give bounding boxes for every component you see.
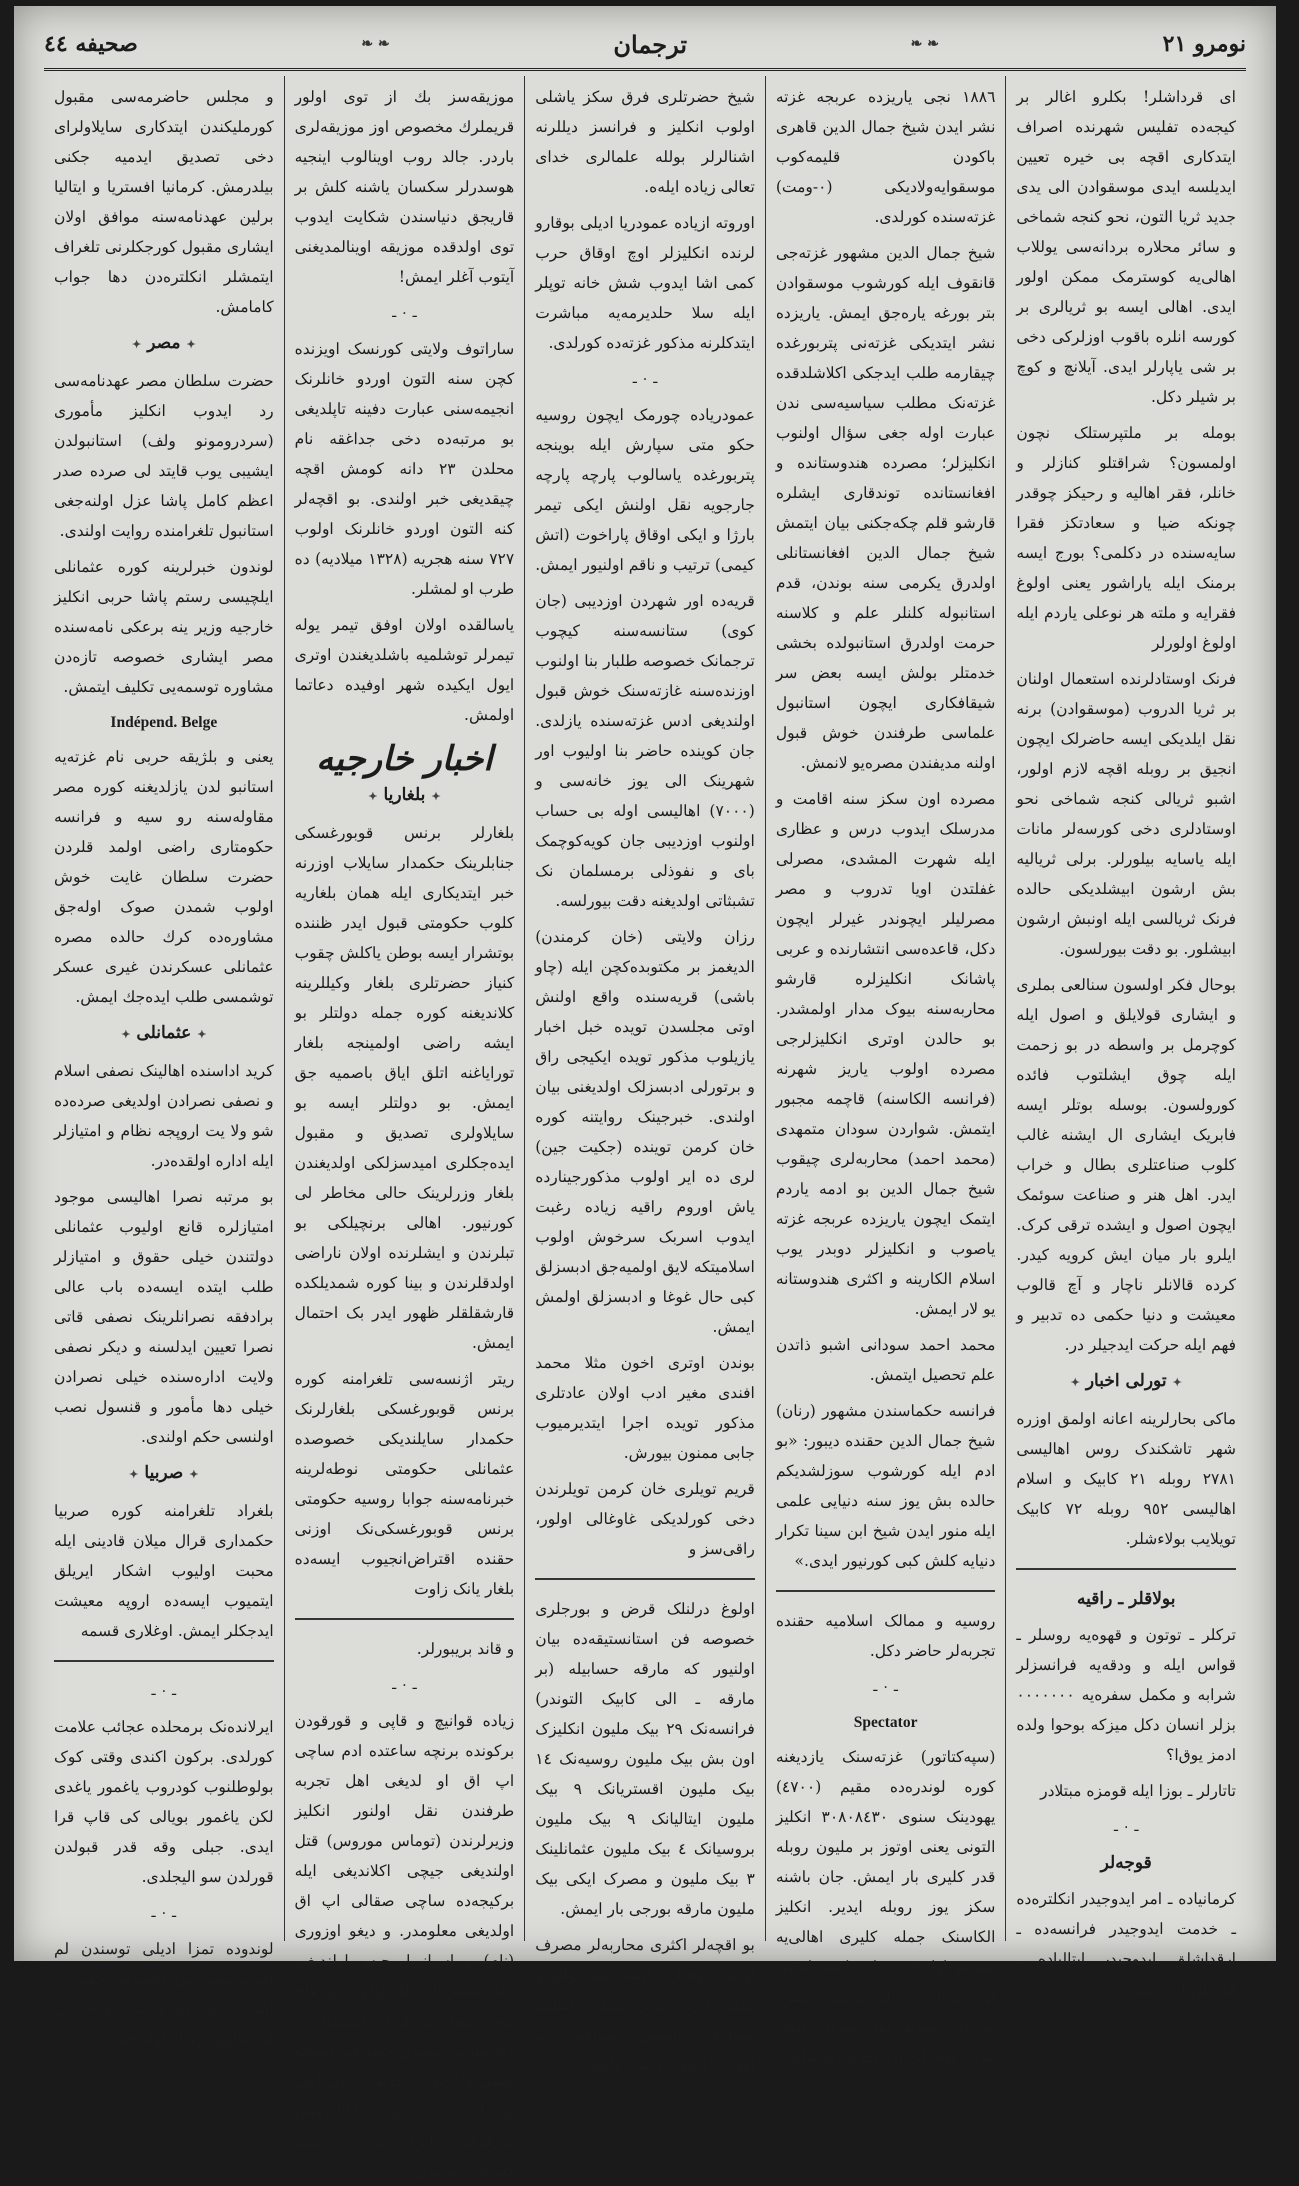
column-2 [765,76,1006,2066]
article-paragraph: قریه‌ده اور شهردن اوزدیبی (جان کوی) ستانسه‌سنه کیچوب ترجمانک خصوصه طلبار بنا اولنوب اوزنده‌سنه غازته‌سنک خوش قبول اولندیغی ادس غزته‌سنده یازلدی. جان کوینده حاضر بنا اولیوب اور شهرینک الی یوز خانه‌سی و (٧٠٠٠) اهالیسی اوله‌ بی حساب اولنوب اوزدیبی جان کویه‌کوچمک بای و نفوذلی برمسلمان نک تشبثاتی اولدیغنه دقت بیورلسه. [535,592,755,910]
article-paragraph: ترکلر ـ توتون و قهوه‌یه روسلر ـ قواس ایله و ودقه‌یه فرانسزلر شرابه و مکمل سفره‌یه ٠٠٠٠٠٠٠ بزلر انسان دکل میزکه بوحوا ولده ادمز یوق‌ا؟ [1016,1626,1236,1764]
ornament-icon: ✦ [129,1468,139,1481]
latin-source-name: Spectator [853,1714,918,1731]
divider-ornament-icon: ـ ٠ ـ [392,1677,417,1693]
section-heading [54,1018,274,1050]
article-paragraph: زیاده قوانیچ و قاپی و قورقودن برکونده برنچه ساعتده ادم ساچی اپ اق او لدیغی اهل تجربه طرفندن نقل اولنور انکلیز وزیرلرندن (توماس موروس) قتل اولندیغی جیچی اکلاندیغی ایله برکیجه‌ده ساچی صقالی اپ اق اولدیغی معلومدر. و دیغو اوزوری (نام) بر اسپانیول حبس اولندیغی ایله هاشی اپ اق اولوب بر قاچ کون صوک بر کوتاخ (مونقا) نی اکلاشلوب حبسدن چیقدیغی آیتمکه هشی قارخیوانی جوبولاد کون ایلی بر اپ اق اولوب اباباددقمن کورلدکه جابری برونی رنکنه کلدیکی کورلدی. [294,1712,515,2180]
foreign-news-title: اخبار خارجیه [316,739,493,779]
article-paragraph: و قاند بریبورلر. [416,1640,515,1658]
article-paragraph: موزیقه‌سز بك از توی اولور قریملرك مخصوص اوز موزیقه‌لری باردر. جالد روب اوینالوب اینجیه هوسدرلر سکسان یاشنه کلش بر قاریجق دنیاسندن شکایت ایدوب توی اولدقده موزیقه اوینالمدیغنی آیتوب آغلر ایمش! [294,88,515,286]
article-paragraph: بوحال فکر اولسون سنالعی بملری و ایشاری قولایلق و اصول ایله کوچرمل بر واسطه در بو زحمت ایله چوق ایشلتوب فائده کورولسون. بوسله بوتلر ایسه فابریک ایشاری ال ایشنه غالب کلوب صناعتلری بطال و خراب ایدر. اهل هنر و صناعت سوئمک ایچون اصول و ایشده ترقی کرک. ایلرو بار میان ایش کرویه کیدر. کرده قالانلر ناچار و آچ قالوب معیشت و دنیا حکمی ده تدبیر و فهم ایله حرکت ایدجیلر در. [1016,976,1236,1354]
latin-source-name: Indépend. Belge [110,714,218,731]
article-paragraph: مصرده اون سکز سنه اقامت و مدرسلک ایدوب درس و عظاری ایله شهرت المشدی، مصرلی غفلتدن اویا تدروب و مصر مصرلیلر ایچوندر غیرلر ایچون دکل، قاعده‌سی انتشارنده و عربی پاشانک انکلیزلره قارشو محاربه‌سنه بیوک مدار اولمشدر. بو حالدن اوتری انکلیزلرجی مصرده اولوب یاریز شهرنه (فرانسه الکاسنه) قاچمه مجبور ایتمش. شواردن سودان متمهدی (محمد احمد) محاربه‌لری چیقوب شیخ جمال الدین بو ادمه یاردم ایتمک ایچون یاریزده عربجه غزته یاصوب و انکلیزلر دوبدر یوب اسلام الکارینه و اکثری هندوستانه یو لار ایمش. [775,790,996,1318]
article-paragraph: بو اقچه‌لر اکثری محاربه‌لر مصرف اولنوب وقداری ایسه تیمر یوللر و ملکه لازم سائر شیلر یاسائیه مصارف اولنمش. صرافلره بو اقچه‌لر ایچون دولتلر فائض [535,1936,755,2074]
article-paragraph: کرید ادا‌سنده اهالینک نصفی اسلام و نصفی نصرادن اولدیغی صرده‌ده شو ولا یت اروپجه نظام و امتیازلر ایله اداره اولقده‌در. [54,1062,274,1170]
ornament-icon: ✦ [186,338,196,351]
issue-number: نومرو ٢١ [1162,31,1246,57]
article-paragraph: تاتارلر ـ بوزا ایله قومزه مبتلادر [1040,1782,1236,1800]
section-heading: بولاقلر ـ راقیه [1076,1589,1176,1609]
ornament-icon: ✦ [431,790,441,803]
section-divider [776,1590,996,1592]
article-paragraph: رزان ولایتی (خان کرمندن) الدیغمز بر مکتوبده‌کچن ایله (چاو باشی) قریه‌سنده واقع اولنش اوتی مجلسدن تویده‌ خبل اخبار یازیلوب مذکور تویده ایکیجی راق و برتورلی ادبسزلک اولدیغنی بیان اولندی. خبرجینک روایتنه کوره خان کرمن توینده (جکیت جین) لری ده ایر اولوب مذکورجینارده یاش اوروم راقیه زیاده رغبت ایدوب اسربک سرخوش اولوب اسلامیتکه لایق اولمیه‌جق ادبسزلق کبی حال غوغا و ادبسزلق اولمش ایمش. [535,928,755,1336]
ornament-icon: ✦ [121,1028,131,1041]
article-paragraph: بو مرتبه نصرا اهالیسی موجود امتیازلره قانع اولیوب عثمانلی دولتندن خیلی حقوق و امتیازلر طلب ایتده ایسه‌ده باب عالی برادفقه نصرانلرینک نصفی قاتی نصرا تعیین ایدلسنه و دیکر نصفی ولایت اداره‌سنده خیلی نصرادن خیلی دها مأمور و قنسول نصب اولنسی حکم اولندی. [54,1188,274,1446]
newspaper-page [14,6,1276,2180]
divider-ornament-icon: ـ ٠ ـ [151,1905,177,1921]
article-paragraph: قریم تویلری خان کرمن تویلرندن دخی کورلدیکی غاوغالی اولور، راقی‌سز و [535,1480,755,1558]
article-paragraph: و مجلس حاضرمه‌سی مقبول کورملیکندن ایتدکاری سایلاولرای دخی تصدیق ایدمیه جکنی بیلدرمش. کرمانیا افستریا و ایتالیا برلین عهدنامه‌سنه موافق اولان ایشاری مقبول کورجکلرنی تلغراف ایتمشلر انکلتره‌دن دها جواب کامامش. [54,88,274,316]
section-heading-text: بلغاریا [383,785,426,805]
article-paragraph: بلغراد تلغرامنه کوره صربیا حکمداری قرال میلان قادینی ایله محبت اولیوب اشکار ایریلق ایتمیوب ایسه‌ده اروپه معیشت ایدجکلر ایمش. اوغلاری قسمه [54,1502,274,1640]
article-paragraph: شیخ جمال الدین مشهور غزته‌جی قانقوف ایله کورشوب موسقوادن بتر بورغه یاره‌جق ایمش. یاریزده نشر ایتدیکی غزته‌نی پتربورغده چیقارمه طلب ایدجکی اکلاشلدقده غزته‌نک مطلب سیاسیه‌سی ندن عبارت اوله جغی سؤال اولنوب انکلیزلر؛ مصرده هندوستانده و افغانستانده توندقاری ایشلره قارشو قلم چکه‌جکنی بیان ایتمش شیخ جمال الدین افغانستانلی اولدرق یکرمی سنه بوندن، قدم استانبوله کلنلر علم و کلاسنه حرمت اولدرق استانبولده بخشی خدمتلر بولش ایسه بعض سر شیقافکاری ایچون استانبول علماسی طرفندن خوش قبول اولنه مدیفندن مصره‌یو لانمش. [775,244,996,772]
article-paragraph: بلغارلر برنس قوبورغسکی جنابلرینک حکمدار سایلاب اوزرنه خبر ایتدیکاری ایله همان بلغاریه کلوب حکومتی قبول ایدر ظننده بوتشرار ایسه بوطن یاکلش چقوب کنیاز حضرتلری بلغار وکیللرینه کلاندیغنه کوره جمله دولتلر بو ایشه راضی اولمینجه بلغار تورایاغنه اتلق ایاق باصمیه جق ایمش. بو دولتلر ایسه بو سایلاولری تصدیق و مقبول ایده‌جکلری امیدسزلکی اولدیغندن بلغار وزرلرینک حالی مخاطر لی کورنیور. اهالی برنچیلکی بو تبلرندن و ایشلرنده اولان ناراضی اولدقلرندن و بینا کوره شمدیلکده قارشقلقلر ظهور ایدر بک احتمال ایمش. [294,824,515,1352]
section-heading: قوجه‌لر [1100,1853,1152,1873]
column-3 [524,76,765,2074]
article-paragraph: حضرت سلطان مصر عهدنامه‌سی رد ایدوب انکلیز مأموری (سردرومونو ولف) استانبولدن ایشیبی یوب قایتد لی صرده صدر اعظم کامل پاشا عزل اولنه‌جغی استانبول تلغرامنده روایت اولندی. [54,372,274,540]
divider-ornament-icon: ـ ٠ ـ [392,305,417,321]
section-divider [295,1618,515,1620]
article-paragraph: فرنک اوستادلرنده استعمال اولنان بر ثریا الدروب (موسقوادن) برنه نقل ایلدیکی ایسه حاضرلک ایچون انجیق بر روبله اقچه لازم اولور، اشبو ثریالی کنجه شماخی نحو اوستادلری دخی کورسه‌لر مانات ایله یاسایه بیلورلر. برلی ثریالیه بش ارشون ابیشلدیکی حالده فرنک ثریالسی ایله اونبش ارشون ابیشلور. بو دقت بیورلسون. [1016,670,1236,958]
page-number: صحيفه ٤٤ [44,31,138,57]
section-heading [1016,1366,1236,1398]
ornament-icon: ✦ [189,1468,199,1481]
ornament-icon: ✦ [131,338,142,351]
header-rule [44,68,1246,71]
section-divider [54,1660,274,1662]
divider-ornament-icon: ـ ٠ ـ [632,371,658,387]
section-heading-text: تورلی اخبار [1085,1371,1167,1391]
ornament-icon: ✦ [368,790,378,803]
divider-ornament-icon: ـ ٠ ـ [1113,1819,1139,1835]
column-5 [44,76,284,2048]
ornament-left-icon: ❧ ❧ [910,36,939,52]
article-paragraph: ساراتوف ولایتی کورنسک اویزنده کچن سنه التون اوردو خانلرنک انجیمه‌سنی عبارت دفینه تاپلدیغی بو مرتبه‌ده دخی جداغقه نام محلدن ٢٣ دانه کومش اقچه چیقدیغی خبر اولندی. بو اقچه‌لر کنه التون اوردو خانلرنک اولوب ٧٢٧ سنه هجریه (١٣٢٨ میلادیه) ده طرب او لمشلر. [294,340,515,598]
section-heading-text: مصر [147,333,181,353]
article-paragraph: یعنی و بلژیقه حربی نام غزته‌یه استانبو لدن یازلدیغنه کوره مصر مقاوله‌سنه رو سیه و فرانسه حکومتاری راضی اولمد قلردن حضرت سلطان غایت خوش اولوب شمدن صوک اوله‌جق مشاوره‌ده کرك حالده مصره عثمانلی عسکرندن غیری عسکر توشمسی طلب ایده‌جك ایمش. [54,748,274,1006]
section-heading-text: صربیا [144,1463,184,1483]
section-divider [535,1578,755,1580]
article-paragraph: اوروته ازیاده عمودریا ادیلی بوقارو لرنده انکلیزلر اوچ اوقاق حرب کمی اشا ایدوب شش خانه توپلر ایله سلا حلدیرمه‌یه مباشرت ایتدکلرنه مذکور غزته‌ده کورلدی. [535,214,755,352]
article-paragraph: ١٨٨٦ نجی یاریزده عربجه غزته نشر ایدن شیخ جمال الدین قاهری باکودن قلیمه‌کوب موسقوایه‌ولادیکی (٠-ومت) غزته‌سنده کورلدی. [775,88,996,226]
ornament-right-icon: ❧ ❧ [361,36,390,52]
column-container [44,76,1246,2180]
column-4 [284,76,525,2180]
section-heading [54,1458,274,1490]
masthead-title: ترجمان [613,29,687,59]
article-paragraph: ایرلاند‌ه‌نک برمحلده عجائب علامت کورلدی. برکون اکندی وقتی کوک بولوطلنوب کودروب یاغمور یاغدی لکن یاغمور بویالی کی قاپ قرا ایدی. جبلی وقه قدر قبولدن قورلدن سو الیجلدی. [54,1718,274,1886]
section-heading-text: عثمانلی [136,1023,192,1043]
article-paragraph: اولوغ درلنلک قرض و بورجلری خصوصه فن استانستیقه‌ده بیان اولنیور که مارقه حسابیله (بر مارقه ـ الی کابیک التوندر) فرانسه‌نک ٢٩ بیک ملیون انکلیزک اون بش بیک ملیون روسیه‌نک ١٤ بیک ملیون اقستریانک ٩ بیک ملیون ایتالیانک ٩ بیک ملیون بروسیانک ٤ بیک ملیون عثمانلینک ٣ بیک ملیون و مصرک ایکی بیک ملیون مارقه بورجی بار ایمش. [535,1600,755,1918]
divider-ornament-icon: ـ ٠ ـ [151,1683,177,1699]
article-paragraph: کرمانیاده ـ امر ایدوجیدر انکلتره‌ده ـ خدمت ایدوجیدر فرانسه‌ده ـ ارقداشلق ایدوجیدر ایتالیاده ـ قراولق ایدوجیدر [1016,1890,1236,1998]
article-paragraph: (سپه‌کتاتور) غزته‌سنک یازدیغنه کوره لوندره‌ده مقیم (٤٧٠٠) یهودینک سنوی ٣٠٨٠٨٤٣٠ انکلیز التونی یعنی اوتوز بر ملیون روبله قدر کلیری بار ایمش. جان باشنه سکز یوز روبله ایدیر. انکلیز الکاسنک جمله کلیری اهالی‌یه تقسیم اولندقده جان باشنه انجیق اوج یوزلی روبله توشه ایمش. بوحالده یهودیلر اهل نصرادن ایکی مرتبه اقچه‌لی اولدقلری اکلاشلیور. [775,1748,996,2066]
article-paragraph: ماکی بحارلرینه اعانه اولمق اوزره شهر تاشکندک روس اهالیسی ٢٧٨١ روبله ٢١ کابیک و اسلام اهالیسی ٩٥٢ روبله ٧٢ کابیک تویلایب بولاءشلر. [1016,1410,1236,1548]
article-paragraph: لوندون خبرلرینه کوره عثمانلی ایلچیسی رستم پاشا حربی انکلیز خارجیه وزیر ینه برعکی نامه‌سنده مصر ایشاری خصوصه تازه‌دن مشاوره توسمه‌یی تکلیف ایتمش. [54,558,274,696]
ornament-icon: ✦ [197,1028,207,1041]
divider-ornament-icon: ـ ٠ ـ [873,1679,898,1695]
ornament-icon: ✦ [1172,1376,1182,1389]
article-paragraph: ای قرداشلر! بکلرو اغالر بر کیجه‌ده تفلیس شهرنده اصراف ایتدکاری اقچه بی خیره تعیین ایدیلسه ایدی موسقوادن الی یدی جدید ثریا التون، نحو کنجه شماخی و سائر محلاره بردانه‌سی یوللاب اهالی‌یه کوسترمک ممکن اولور ایدی. اهالی ایسه بو ثریالری بر کورسه انلره باقوب اوزلرکی دخی بر شی یاپارلر ایدی. آیلانچ و کوچ بر شیلر دکل. [1016,88,1236,406]
article-paragraph: عمودریاده چورمک ایچون روسیه حکو متی سپارش ایله بوینجه پتربورغده یاسالوب پارچه پارچه جارجویه نقل اولنش ایکی تیمر بارژا و ایکی اوقاق پاراخوت (اتش کیمی) ترتیب و ناقم اولنیور ایمش. [535,406,755,574]
article-paragraph: فرانسه حکماسندن مشهور (رنان) شیخ جمال الدین حقنده دیبور: «بو ادم ایله کورشوب سوزلشدیکم حالده بش یوز سنه دنیایی علمی ایله منور ایدن شیخ ابن سینا تکرار دنیایه کلش کبی کورنیور ایدی.» [775,1402,996,1570]
ornament-icon: ✦ [1070,1376,1080,1389]
article-paragraph: محمد احمد سودانی اشبو ذاتدن علم تحصیل ایتمش. [775,1336,996,1384]
article-paragraph: لوندوده تمزا ادیلی توسندن لم اجوب تیمر یول کچوبرمه جگده ر. ایمانک بیو اوچ ورست و خرجی اون ملیون روبله اوله چقدر. [54,1940,274,2048]
section-heading [295,780,515,812]
article-paragraph: بومله بر ملتپرستلک نچون اولمسون؟ شراقتلو کنازلر و خانلر، فقر اهالیه و رحیکز چوقدر چونکه ضیا و سعادتکز فقرا سایه‌سنده در دکلمی؟ بورج ایسه برمنک ایله یاراشور یعنی اولوغ فقرایه و ملته هر نوعلی یاردم ایله اولوغ اولورلر [1016,424,1236,652]
article-paragraph: شیخ حضرتلری فرق سکز یاشلی اولوب انکلیز و فرانسز دیللرنه اشنالرلر بولله علمالری خدای تعالی زیاده ایله‌ه. [535,88,755,196]
section-divider [1016,1568,1236,1570]
article-paragraph: بوندن اوتری اخون مثلا محمد افندی مغیر ادب اولان عادتلری مذکور تویده اجرا ایتدیرمیوب جابی ممنون بیورش. [535,1354,755,1462]
column-1 [1005,76,1246,1998]
article-paragraph: روسیه و ممالک اسلامیه حقنده تجربه‌لر حاضر دکل. [775,1612,996,1660]
article-paragraph: ریتر اژنسه‌سی تلغرامنه کوره برنس قوبورغسکی بلغارلرنک حکمدار سایلندیکی خصوصده عثمانلی حکومتی نوطه‌لرینه خبرنامه‌سنه جوابا روسیه حکومتی برنس قوبورغسکی‌نک اوزنی حقنده اقتراض‌انجیوب ایسه‌ده بلغار یانک زاوت [294,1370,515,1598]
article-paragraph: یاسالقده اولان اوفق تیمر یوله تیمرلر توشلمیه باشلدیغندن اوتری ایول ایکیده شهر اوفیده دعاتما اولمش. [294,616,515,724]
page-header [44,24,1246,64]
section-heading [54,328,274,360]
